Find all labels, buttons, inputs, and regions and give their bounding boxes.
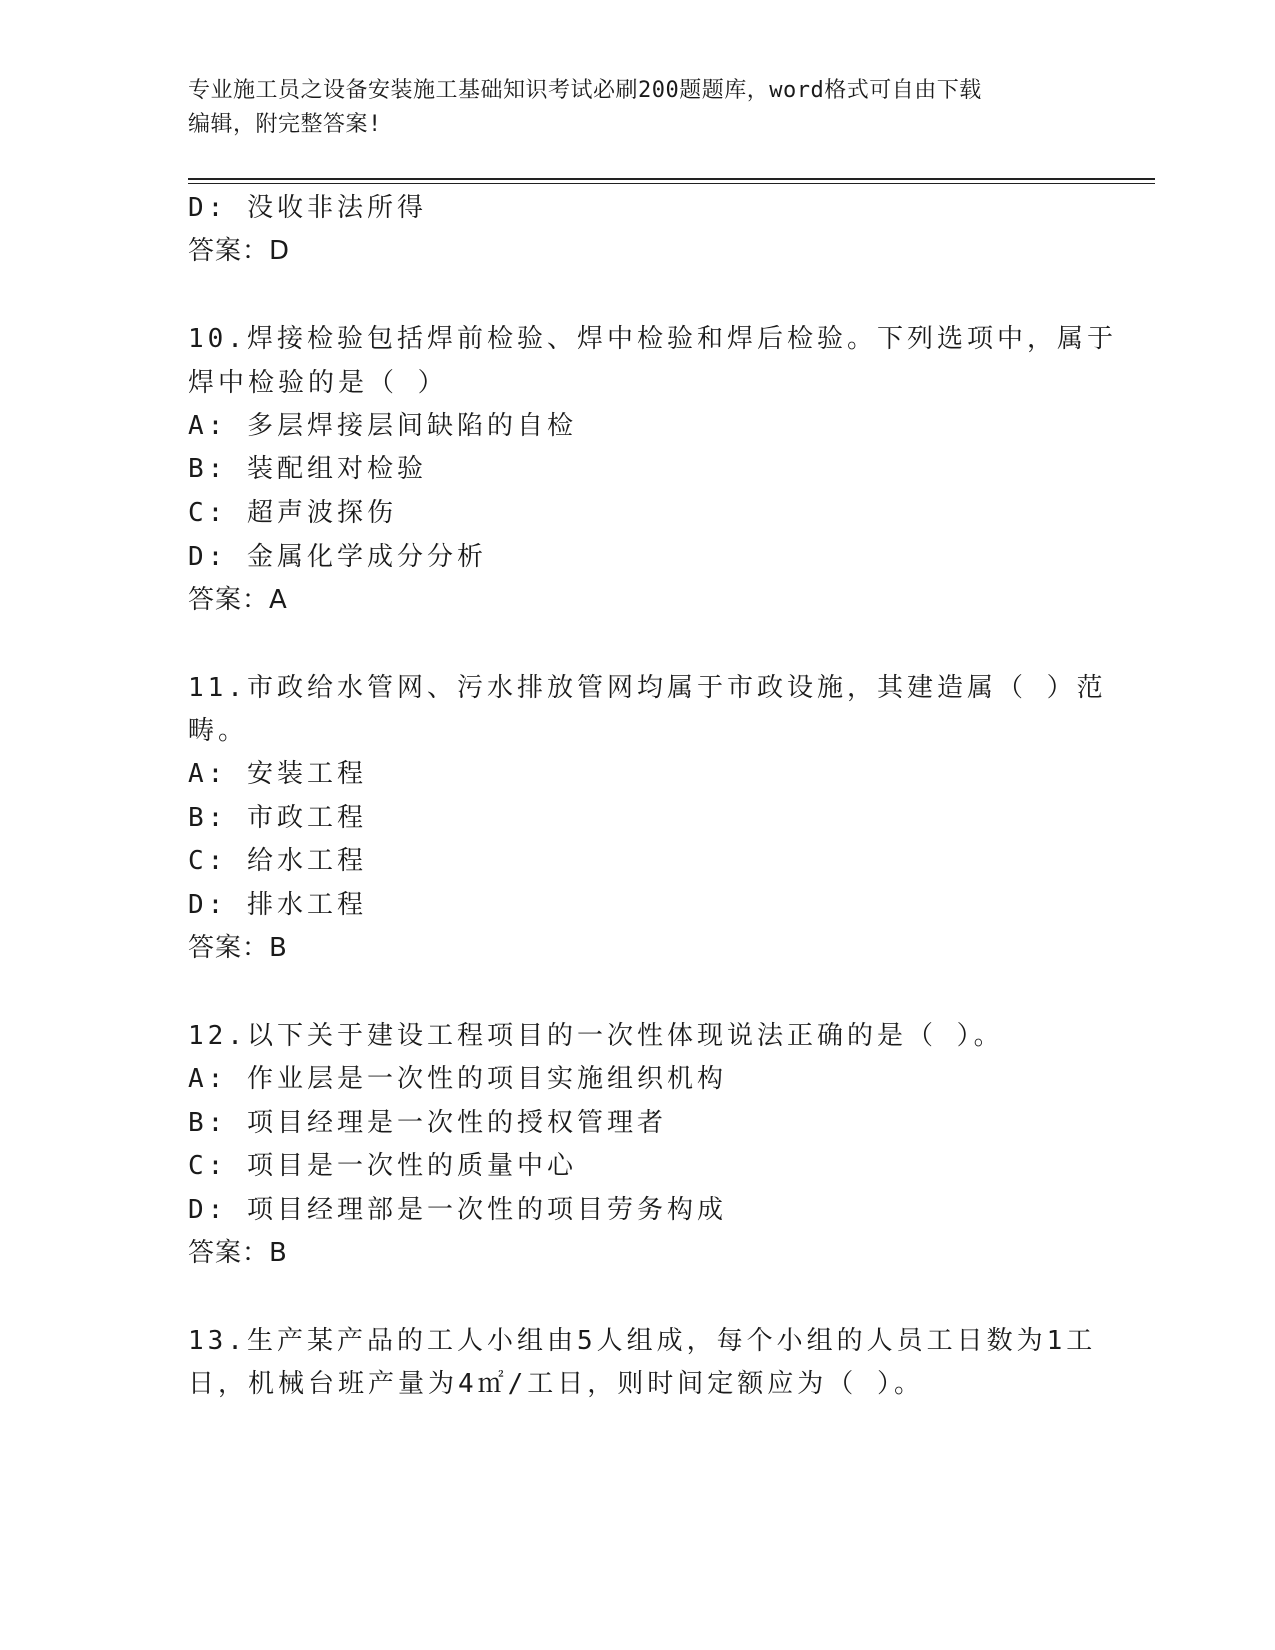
header-line-1: 专业施工员之设备安装施工基础知识考试必刷200题题库，word格式可自由下载: [188, 78, 982, 103]
q10-answer: 答案：A: [188, 585, 288, 615]
q11-option-c: C: 给水工程: [188, 846, 367, 876]
q12-option-b: B: 项目经理是一次性的授权管理者: [188, 1108, 667, 1138]
q12-stem-line-1: 12.以下关于建设工程项目的一次性体现说法正确的是（ ）。: [188, 1021, 1004, 1051]
header-line-2: 编辑，附完整答案!: [188, 112, 382, 137]
q11-option-d: D: 排水工程: [188, 890, 367, 920]
q10-option-a: A: 多层焊接层间缺陷的自检: [188, 411, 577, 441]
q13-stem-line-2: 日，机械台班产量为4㎡/工日，则时间定额应为（ ）。: [188, 1369, 924, 1399]
q10-stem-line-1: 10.焊接检验包括焊前检验、焊中检验和焊后检验。下列选项中，属于: [188, 324, 1117, 354]
q10-option-b: B: 装配组对检验: [188, 454, 427, 484]
q10-option-d: D: 金属化学成分分析: [188, 542, 487, 572]
q11-stem-line-1: 11.市政给水管网、污水排放管网均属于市政设施，其建造属（ ）范: [188, 673, 1107, 703]
prev-answer: 答案：D: [188, 236, 291, 266]
header-rule-thin: [188, 183, 1155, 184]
prev-option-d: D: 没收非法所得: [188, 193, 427, 223]
q12-option-a: A: 作业层是一次性的项目实施组织机构: [188, 1064, 727, 1094]
q10-stem-line-2: 焊中检验的是（ ）: [188, 368, 448, 398]
q12-answer: 答案：B: [188, 1238, 288, 1268]
q11-option-b: B: 市政工程: [188, 803, 367, 833]
q12-option-d: D: 项目经理部是一次性的项目劳务构成: [188, 1195, 727, 1225]
header-rule-thick: [188, 178, 1155, 180]
q11-answer: 答案：B: [188, 933, 288, 963]
q10-option-c: C: 超声波探伤: [188, 498, 397, 528]
q11-stem-line-2: 畴。: [188, 716, 249, 746]
q11-option-a: A: 安装工程: [188, 759, 367, 789]
q12-option-c: C: 项目是一次性的质量中心: [188, 1151, 577, 1181]
q13-stem-line-1: 13.生产某产品的工人小组由5人组成，每个小组的人员工日数为1工: [188, 1326, 1097, 1356]
document-header: [188, 74, 1088, 142]
